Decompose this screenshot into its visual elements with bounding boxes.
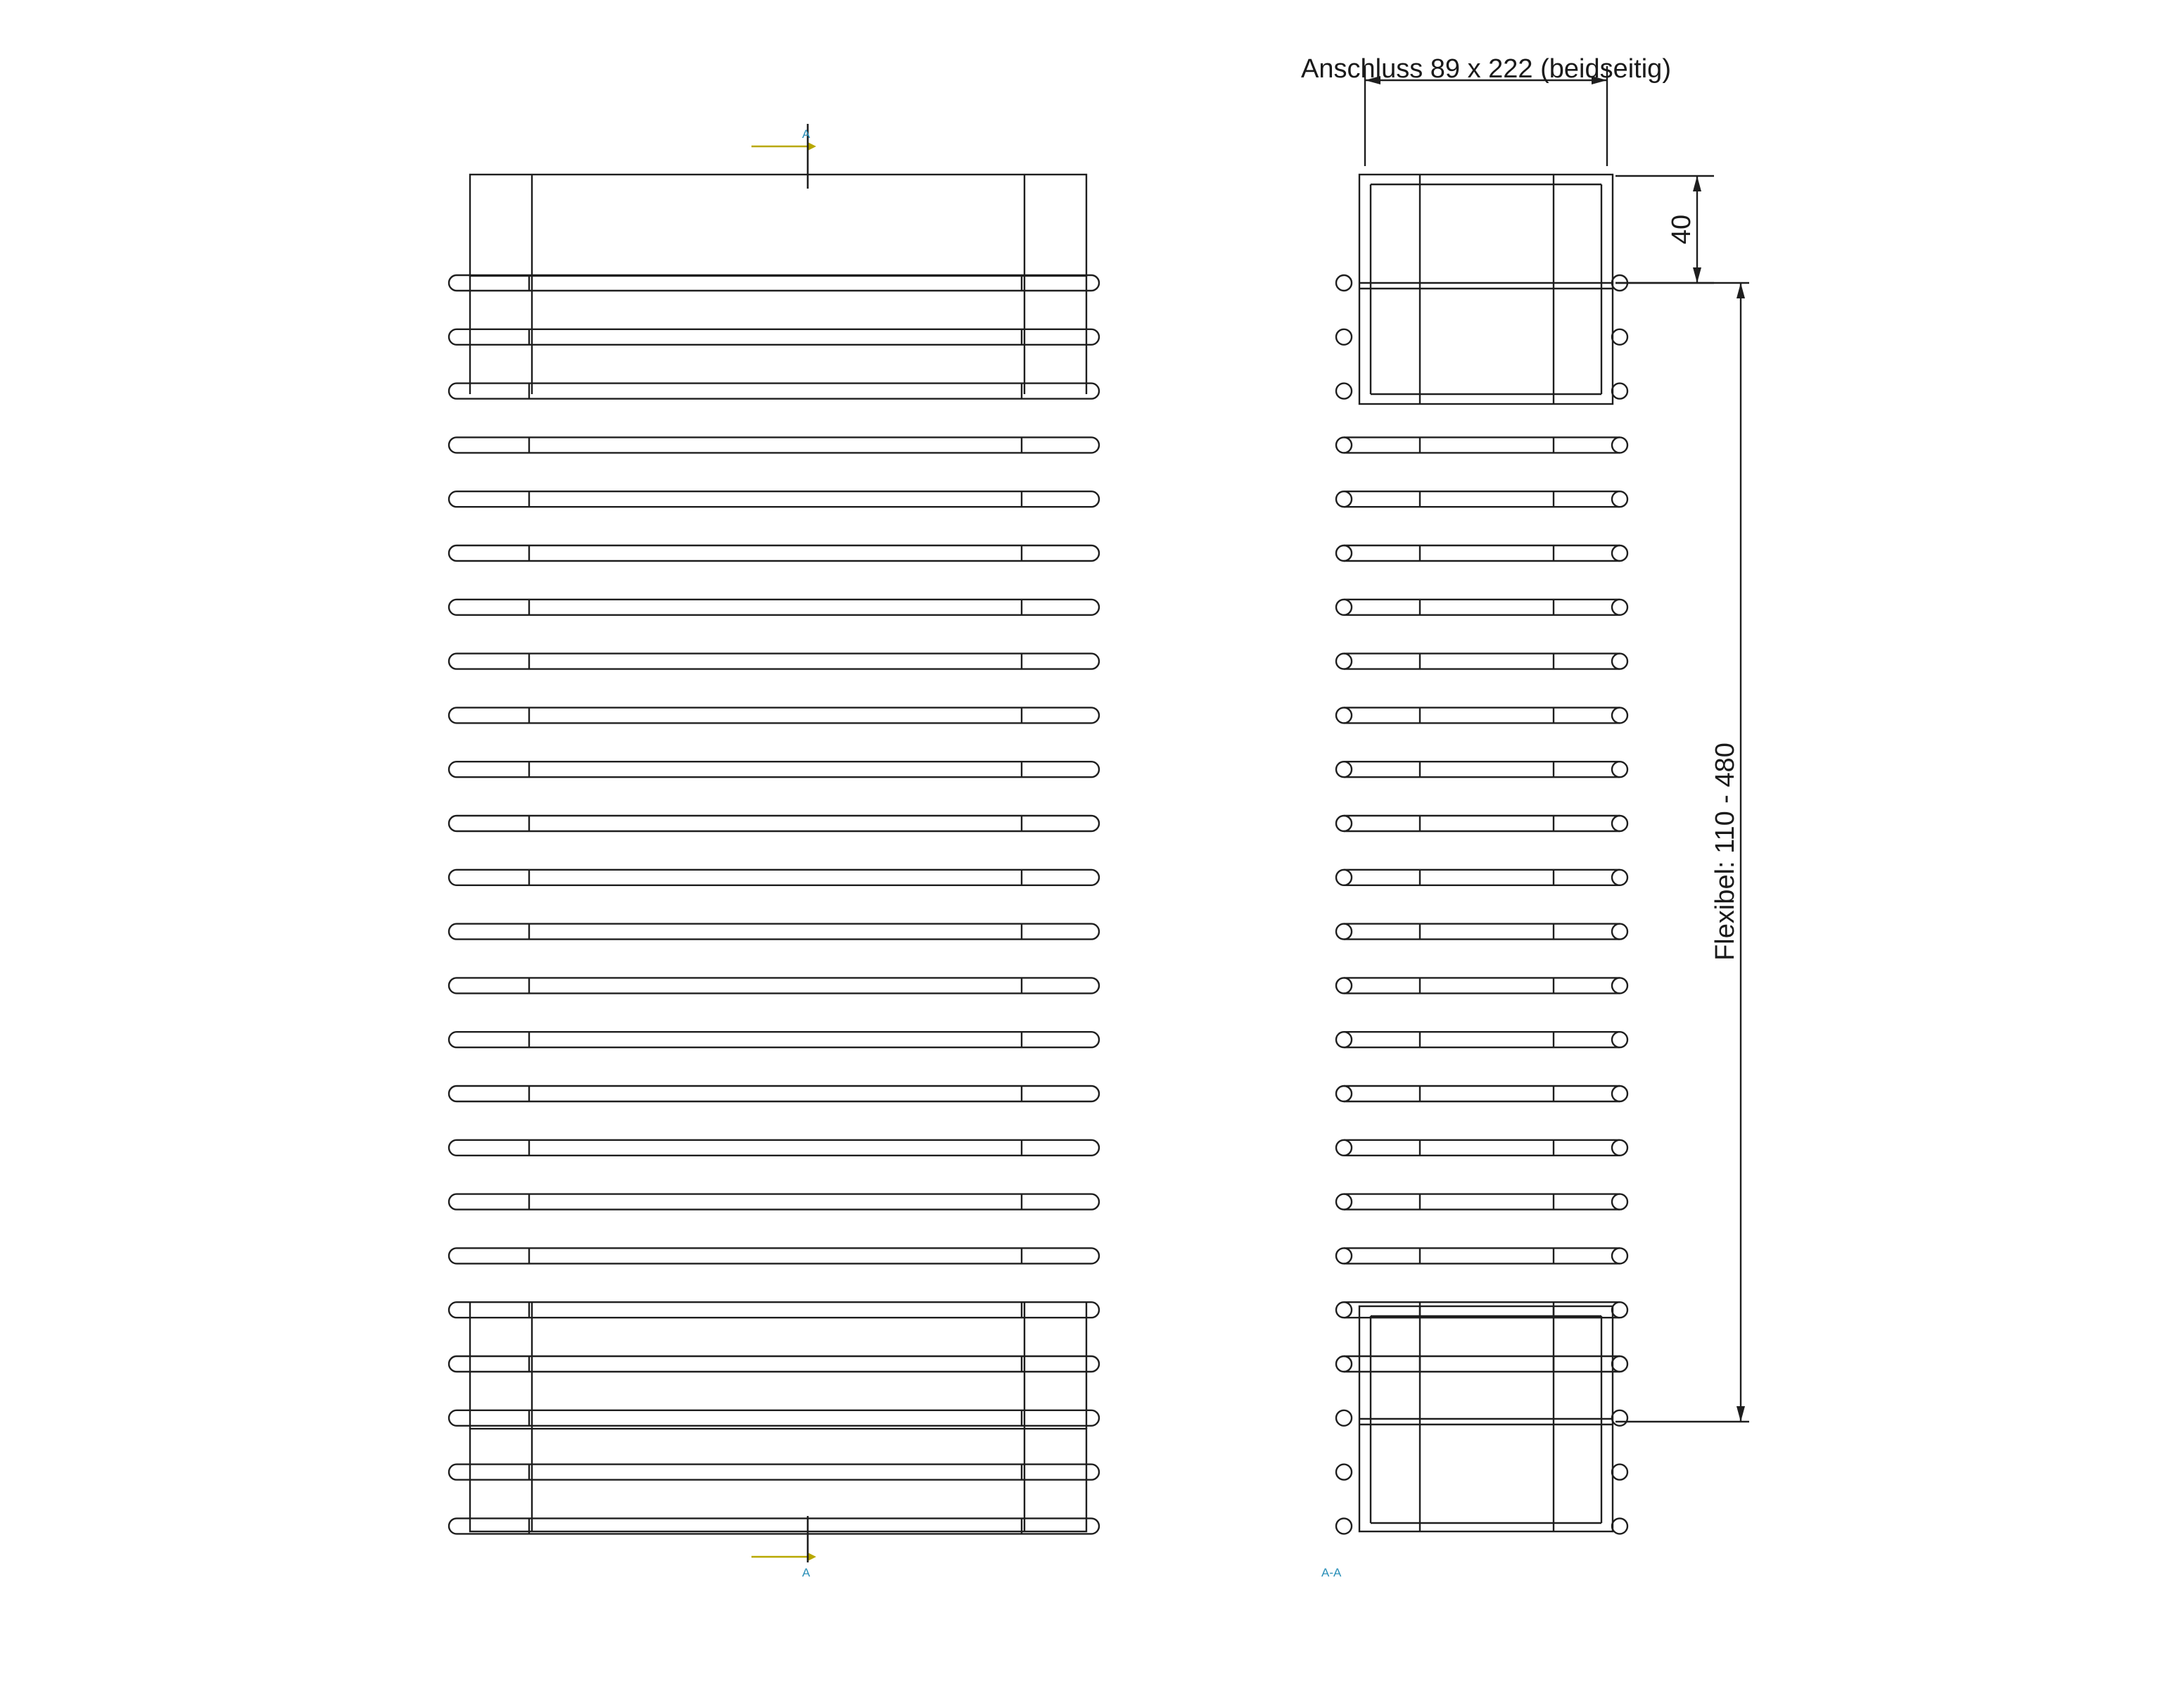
tube-body <box>449 600 1099 615</box>
tube-end-right <box>1612 707 1627 723</box>
tube-body <box>449 654 1099 669</box>
front-tube <box>449 329 1099 345</box>
tube-body <box>449 437 1099 453</box>
tube-end-left <box>1336 1248 1352 1263</box>
dimension-flex <box>1615 283 1749 1422</box>
side-tube <box>1336 870 1627 885</box>
front-tube <box>449 1194 1099 1210</box>
tube-body <box>449 1248 1099 1263</box>
side-tube <box>1336 1194 1627 1210</box>
side-tube <box>1336 1032 1627 1047</box>
tube-body <box>449 762 1099 777</box>
front-tube <box>449 707 1099 723</box>
tube-end-right <box>1612 1465 1627 1480</box>
front-tube <box>449 600 1099 615</box>
tube-body <box>449 545 1099 561</box>
side-tube <box>1336 437 1627 453</box>
tube-end-left <box>1336 1194 1352 1210</box>
tube-end-right <box>1612 1086 1627 1101</box>
tube-end-right <box>1612 1356 1627 1372</box>
front-tube <box>449 1465 1099 1480</box>
tube-body <box>449 1194 1099 1210</box>
tube-end-left <box>1336 1465 1352 1480</box>
tube-end-right <box>1612 545 1627 561</box>
tube-end-left <box>1336 1518 1352 1534</box>
tube-body <box>449 707 1099 723</box>
upper-posts <box>470 276 1086 394</box>
tube-end-left <box>1336 1356 1352 1372</box>
tube-end-left <box>1336 600 1352 615</box>
side-tube <box>1336 816 1627 831</box>
front-tube <box>449 1410 1099 1426</box>
connection-label: Anschluss 89 x 222 (beidseitig) <box>1301 54 1671 84</box>
tube-body <box>449 384 1099 399</box>
tube-body <box>449 329 1099 345</box>
tube-body <box>449 978 1099 993</box>
tube-body <box>449 1356 1099 1372</box>
tube-body <box>449 1302 1099 1318</box>
tube-end-right <box>1612 1410 1627 1426</box>
tube-end-left <box>1336 978 1352 993</box>
tube-body <box>449 924 1099 940</box>
tube-end-left <box>1336 491 1352 507</box>
front-tube <box>449 275 1099 291</box>
tube-end-right <box>1612 870 1627 885</box>
side-bottom-collector <box>1359 1306 1613 1531</box>
side-tube <box>1336 978 1627 993</box>
tube-end-left <box>1336 1140 1352 1156</box>
front-tube <box>449 1086 1099 1101</box>
side-tube <box>1336 707 1627 723</box>
tube-body <box>449 1086 1099 1101</box>
side-tube <box>1336 1248 1627 1263</box>
tube-end-left <box>1336 1086 1352 1101</box>
front-tube <box>449 1248 1099 1263</box>
front-tubes <box>449 275 1099 1534</box>
front-tube <box>449 1302 1099 1318</box>
section-marker-top <box>751 124 816 189</box>
tube-end-left <box>1336 275 1352 291</box>
side-tube <box>1336 762 1627 777</box>
front-tube <box>449 924 1099 940</box>
front-tube <box>449 491 1099 507</box>
tube-body <box>449 1465 1099 1480</box>
tube-end-right <box>1612 1194 1627 1210</box>
tube-end-right <box>1612 1140 1627 1156</box>
bottom-collector <box>470 1302 1086 1531</box>
section-marker-bottom-label: A <box>802 1566 811 1579</box>
tube-end-left <box>1336 1032 1352 1047</box>
front-tube <box>449 978 1099 993</box>
side-tube <box>1336 924 1627 940</box>
tube-end-right <box>1612 654 1627 669</box>
tube-end-left <box>1336 816 1352 831</box>
front-tube <box>449 762 1099 777</box>
tube-end-left <box>1336 654 1352 669</box>
tube-end-right <box>1612 329 1627 345</box>
side-tube <box>1336 329 1627 345</box>
tube-body <box>449 1032 1099 1047</box>
tube-end-left <box>1336 384 1352 399</box>
dimension-40-label: 40 <box>1667 214 1696 245</box>
tube-end-right <box>1612 1302 1627 1318</box>
front-tube <box>449 384 1099 399</box>
front-tube <box>449 654 1099 669</box>
tube-body <box>449 1140 1099 1156</box>
connection-dimension <box>1301 54 1671 166</box>
side-tubes <box>1336 275 1627 1534</box>
tube-end-left <box>1336 707 1352 723</box>
tube-end-right <box>1612 1248 1627 1263</box>
tube-end-left <box>1336 1302 1352 1318</box>
dimension-flex-label: Flexibel: 110 - 480 <box>1710 743 1740 961</box>
side-view <box>1301 54 1749 1579</box>
side-tube <box>1336 491 1627 507</box>
front-view <box>449 124 1099 1579</box>
tube-end-left <box>1336 870 1352 885</box>
tube-body <box>449 275 1099 291</box>
section-marker-top-label: A <box>802 127 811 141</box>
side-tube <box>1336 1140 1627 1156</box>
tube-end-left <box>1336 924 1352 940</box>
tube-end-right <box>1612 1032 1627 1047</box>
tube-end-right <box>1612 924 1627 940</box>
tube-body <box>449 491 1099 507</box>
front-tube <box>449 870 1099 885</box>
tube-body <box>449 816 1099 831</box>
side-top-collector <box>1359 175 1613 404</box>
tube-end-left <box>1336 437 1352 453</box>
side-tube <box>1336 384 1627 399</box>
side-tube <box>1336 654 1627 669</box>
tube-end-right <box>1612 816 1627 831</box>
tube-body <box>449 870 1099 885</box>
tube-end-left <box>1336 762 1352 777</box>
tube-end-left <box>1336 1410 1352 1426</box>
top-collector <box>470 175 1086 276</box>
side-tube <box>1336 600 1627 615</box>
tube-end-right <box>1612 384 1627 399</box>
tube-end-right <box>1612 600 1627 615</box>
side-tube <box>1336 1465 1627 1480</box>
tube-end-right <box>1612 491 1627 507</box>
front-tube <box>449 1032 1099 1047</box>
tube-end-left <box>1336 329 1352 345</box>
front-tube <box>449 545 1099 561</box>
side-tube <box>1336 545 1627 561</box>
tube-end-right <box>1612 762 1627 777</box>
side-tube <box>1336 1356 1627 1372</box>
tube-end-left <box>1336 545 1352 561</box>
tube-end-right <box>1612 1518 1627 1534</box>
front-tube <box>449 816 1099 831</box>
front-tube <box>449 1140 1099 1156</box>
side-tube <box>1336 1086 1627 1101</box>
section-marker-bottom <box>751 1516 816 1579</box>
tube-end-right <box>1612 978 1627 993</box>
front-tube <box>449 437 1099 453</box>
dimension-40 <box>1615 176 1714 283</box>
tube-body <box>449 1410 1099 1426</box>
tube-end-right <box>1612 437 1627 453</box>
section-view-label: A-A <box>1321 1566 1342 1579</box>
front-tube <box>449 1356 1099 1372</box>
